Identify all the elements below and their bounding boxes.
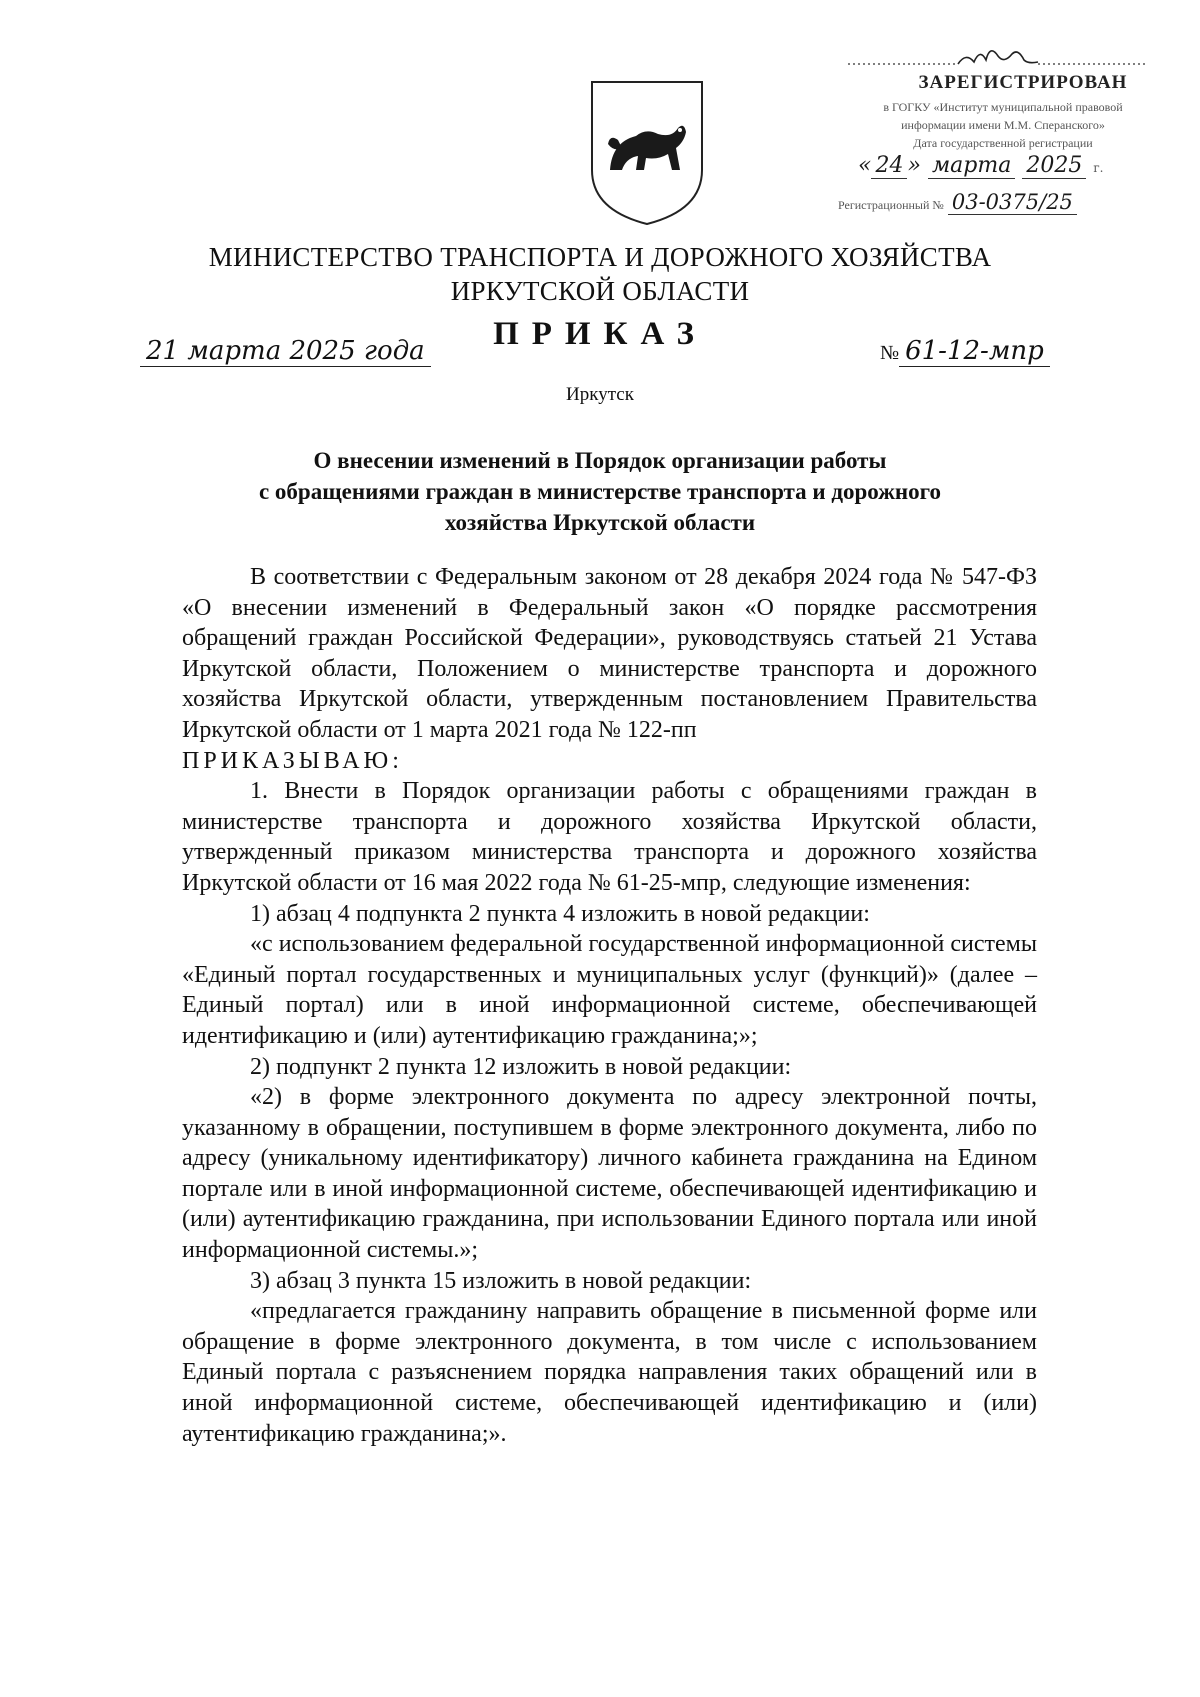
stamp-date-month: марта bbox=[928, 153, 1015, 179]
stamp-institution-line2: информации имени М.М. Сперанского» bbox=[901, 118, 1105, 132]
order-heading bbox=[200, 445, 1000, 538]
stamp-date-year: 2025 bbox=[1022, 153, 1086, 179]
item-1-paragraph: 1. Внести в Порядок организации работы с обращениями граждан в министерстве транспорта и дорожного хозяйства Иркутской области, утвержденный приказом министерства транспорта и дорожного хозяйства Иркутской области от 16 мая 2022 года № 61-25-мпр, следующие изменения: bbox=[182, 778, 1037, 896]
city-name: Иркутск bbox=[566, 384, 634, 405]
registration-stamp bbox=[838, 40, 1168, 230]
order-body bbox=[182, 562, 1037, 1449]
heading-line2: с обращениями граждан в министерстве транспорта и дорожного bbox=[258, 479, 942, 504]
ministry-name-line1: МИНИСТЕРСТВО ТРАНСПОРТА И ДОРОЖНОГО ХОЗЯЙСТВА bbox=[208, 242, 992, 272]
number-sign: № bbox=[880, 342, 900, 364]
subitem-3-paragraph: 3) абзац 3 пункта 15 изложить в новой редакции: bbox=[250, 1267, 752, 1294]
heading-line3: хозяйства Иркутской области bbox=[444, 510, 756, 535]
order-number bbox=[880, 336, 1080, 376]
stamp-reg-number: 03-0375/25 bbox=[948, 190, 1077, 215]
command-word: ПРИКАЗЫВАЮ: bbox=[182, 747, 403, 774]
stamp-registration-number bbox=[838, 190, 1168, 214]
quote-1-paragraph: «с использованием федеральной государственной информационной системы «Единый портал государственных и муниципальных услуг (функций)» (далее – Единый портал) или в иной информационной системе, обеспечивающей идентификацию и (или) аутентификацию гражданина;»; bbox=[182, 931, 1037, 1049]
ministry-name-line2: ИРКУТСКОЙ ОБЛАСТИ bbox=[450, 276, 750, 306]
quote-2-paragraph: «2) в форме электронного документа по адресу электронной почты, указанному в обращении, поступившем в форме электронного документа, либо по адресу (уникальному идентификатору) личного кабинета гражданина на Едином портале или в иной информационной системе, обеспечивающей идентификацию и (или) аутентификацию гражданина, при использовании Единого портала или иной информационной системы.»; bbox=[182, 1084, 1037, 1264]
stamp-date-day: 24 bbox=[871, 153, 907, 179]
stamp-date-suffix: г. bbox=[1093, 161, 1104, 175]
document-type-title: ПРИКАЗ bbox=[493, 316, 707, 352]
quote-3-paragraph: «предлагается гражданину направить обращение в письменной форме или обращение в форме электронного документа, в том числе с использованием Единый портала с разъяснением порядка направления таких обращений или в иной информационной системе, обеспечивающей идентификацию и (или) аутентификацию гражданина;». bbox=[182, 1298, 1037, 1447]
order-date bbox=[140, 336, 460, 376]
stamp-institution-line1: в ГОГКУ «Институт муниципальной правовой bbox=[883, 100, 1123, 114]
stamp-title: ЗАРЕГИСТРИРОВАН bbox=[918, 72, 1128, 93]
order-number-handwritten: 61-12-мпр bbox=[899, 336, 1050, 367]
heading-line1: О внесении изменений в Порядок организации работы bbox=[313, 448, 887, 473]
stamp-date-label: Дата государственной регистрации bbox=[913, 136, 1093, 150]
preamble-paragraph: В соответствии с Федеральным законом от 28 декабря 2024 года № 547-ФЗ «О внесении изменений в Федеральный закон «О порядке рассмотрения обращений граждан Российской Федерации», руководствуясь статьей 21 Устава Иркутской области, Положением о министерстве транспорта и дорожного хозяйства Иркутской области, утвержденным постановлением Правительства Иркутской области от 1 марта 2021 года № 122-пп bbox=[182, 564, 1037, 743]
stamp-registration-date: « 24 » марта 2025 г. bbox=[858, 153, 1104, 178]
subitem-2-paragraph: 2) подпункт 2 пункта 12 изложить в новой редакции: bbox=[250, 1053, 792, 1080]
registrar-signature bbox=[848, 42, 1168, 72]
coat-of-arms-emblem bbox=[588, 78, 706, 228]
stamp-reg-label: Регистрационный № bbox=[838, 198, 944, 212]
order-date-handwritten: 21 марта 2025 года bbox=[140, 336, 431, 367]
subitem-1-paragraph: 1) абзац 4 подпункта 2 пункта 4 изложить в новой редакции: bbox=[250, 900, 870, 927]
